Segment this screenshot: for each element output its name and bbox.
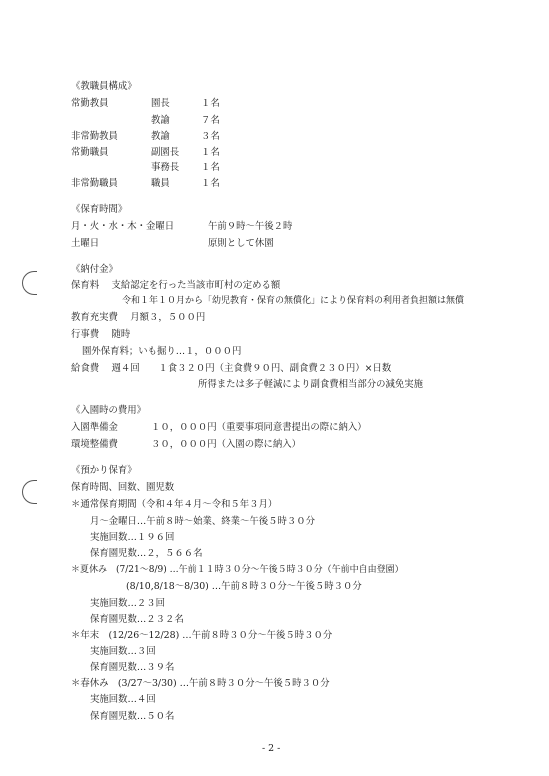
staff-count: １名 xyxy=(201,178,220,189)
hours-time: 原則として休園 xyxy=(208,238,274,249)
staff-count: １名 xyxy=(201,162,220,173)
staff-role: 園長 xyxy=(151,98,170,109)
hours-time: 午前９時〜午後２時 xyxy=(208,221,293,232)
staff-role: 事務長 xyxy=(151,162,180,173)
fees-line: 教育充実費 月額３，５００円 xyxy=(71,312,206,323)
staff-category: 非常勤職員 xyxy=(71,178,118,189)
fees-line: 所得または多子軽減により副食費相当部分の減免実施 xyxy=(198,379,424,390)
admission-item: 環境整備費 xyxy=(71,439,118,450)
fees-line: 給食費 週４回 １食３２０円（主食費９０円、副食費２３０円）×日数 xyxy=(71,363,392,374)
childcare-line: ＊通常保育期間（令和４年４月〜令和５年３月） xyxy=(71,499,278,510)
childcare-line: 実施回数…３回 xyxy=(90,646,156,657)
hours-heading: 《保育時間》 xyxy=(71,204,128,215)
childcare-line: 保育園児数…３９名 xyxy=(90,662,175,673)
staff-count: １名 xyxy=(201,147,220,158)
staff-category: 常勤教員 xyxy=(71,98,109,109)
fees-line: 保育料 支給認定を行った当該市町村の定める額 xyxy=(71,280,281,291)
admission-heading: 《入園時の費用》 xyxy=(71,405,147,416)
binder-hole-mark-top xyxy=(22,271,37,295)
page-number: - 2 - xyxy=(262,743,281,754)
childcare-line: 実施回数…４回 xyxy=(90,694,156,705)
childcare-line: ＊夏休み (7/21〜8/9) …午前１１時３０分〜午後５時３０分（午前中自由登園） xyxy=(71,565,404,575)
staff-role: 副園長 xyxy=(151,147,180,158)
childcare-line: 月〜金曜日…午前８時〜始業、終業〜午後５時３０分 xyxy=(90,516,316,527)
staff-count: １名 xyxy=(201,98,220,109)
childcare-line: (8/10,8/18〜8/30) …午前８時３０分〜午後５時３０分 xyxy=(126,581,362,592)
staff-category: 常勤職員 xyxy=(71,147,109,158)
hours-days: 土曜日 xyxy=(71,238,100,249)
childcare-line: 保育園児数…５０名 xyxy=(90,711,175,722)
childcare-line: 保育時間、回数、園児数 xyxy=(71,482,175,493)
fees-heading: 《納付金》 xyxy=(71,264,118,275)
childcare-heading: 《預かり保育》 xyxy=(71,465,137,476)
admission-amount: ３０，０００円（入園の際に納入） xyxy=(151,439,302,450)
childcare-line: ＊春休み (3/27〜3/30) …午前８時３０分〜午後５時３０分 xyxy=(71,678,330,689)
staff-role: 教諭 xyxy=(151,115,170,126)
binder-hole-mark-bottom xyxy=(22,480,37,504)
admission-amount: １０，０００円（重要事項同意書提出の際に納入） xyxy=(151,422,367,433)
fees-line: 行事費 随時 xyxy=(71,329,131,340)
childcare-line: 保育園児数…２，５６６名 xyxy=(90,548,203,559)
admission-item: 入園準備金 xyxy=(71,422,118,433)
staff-count: ７名 xyxy=(201,115,220,126)
childcare-line: ＊年末 (12/26〜12/28) …午前８時３０分〜午後５時３０分 xyxy=(71,630,333,641)
childcare-line: 実施回数…１９６回 xyxy=(90,532,175,543)
staff-category: 非常勤教員 xyxy=(71,131,118,142)
staff-role: 教諭 xyxy=(151,131,170,142)
childcare-line: 実施回数…２３回 xyxy=(90,598,166,609)
fees-line: 令和１年１０月から「幼児教育・保育の無償化」により保育料の利用者負担額は無償 xyxy=(122,296,465,306)
hours-days: 月・火・水・木・金曜日 xyxy=(71,221,175,232)
staff-count: ３名 xyxy=(201,131,220,142)
childcare-line: 保育園児数…２３２名 xyxy=(90,614,184,625)
staff-heading: 《教職員構成》 xyxy=(71,81,137,92)
staff-role: 職員 xyxy=(151,178,170,189)
fees-line: 園外保育料；いも掘り…１，０００円 xyxy=(82,346,242,357)
